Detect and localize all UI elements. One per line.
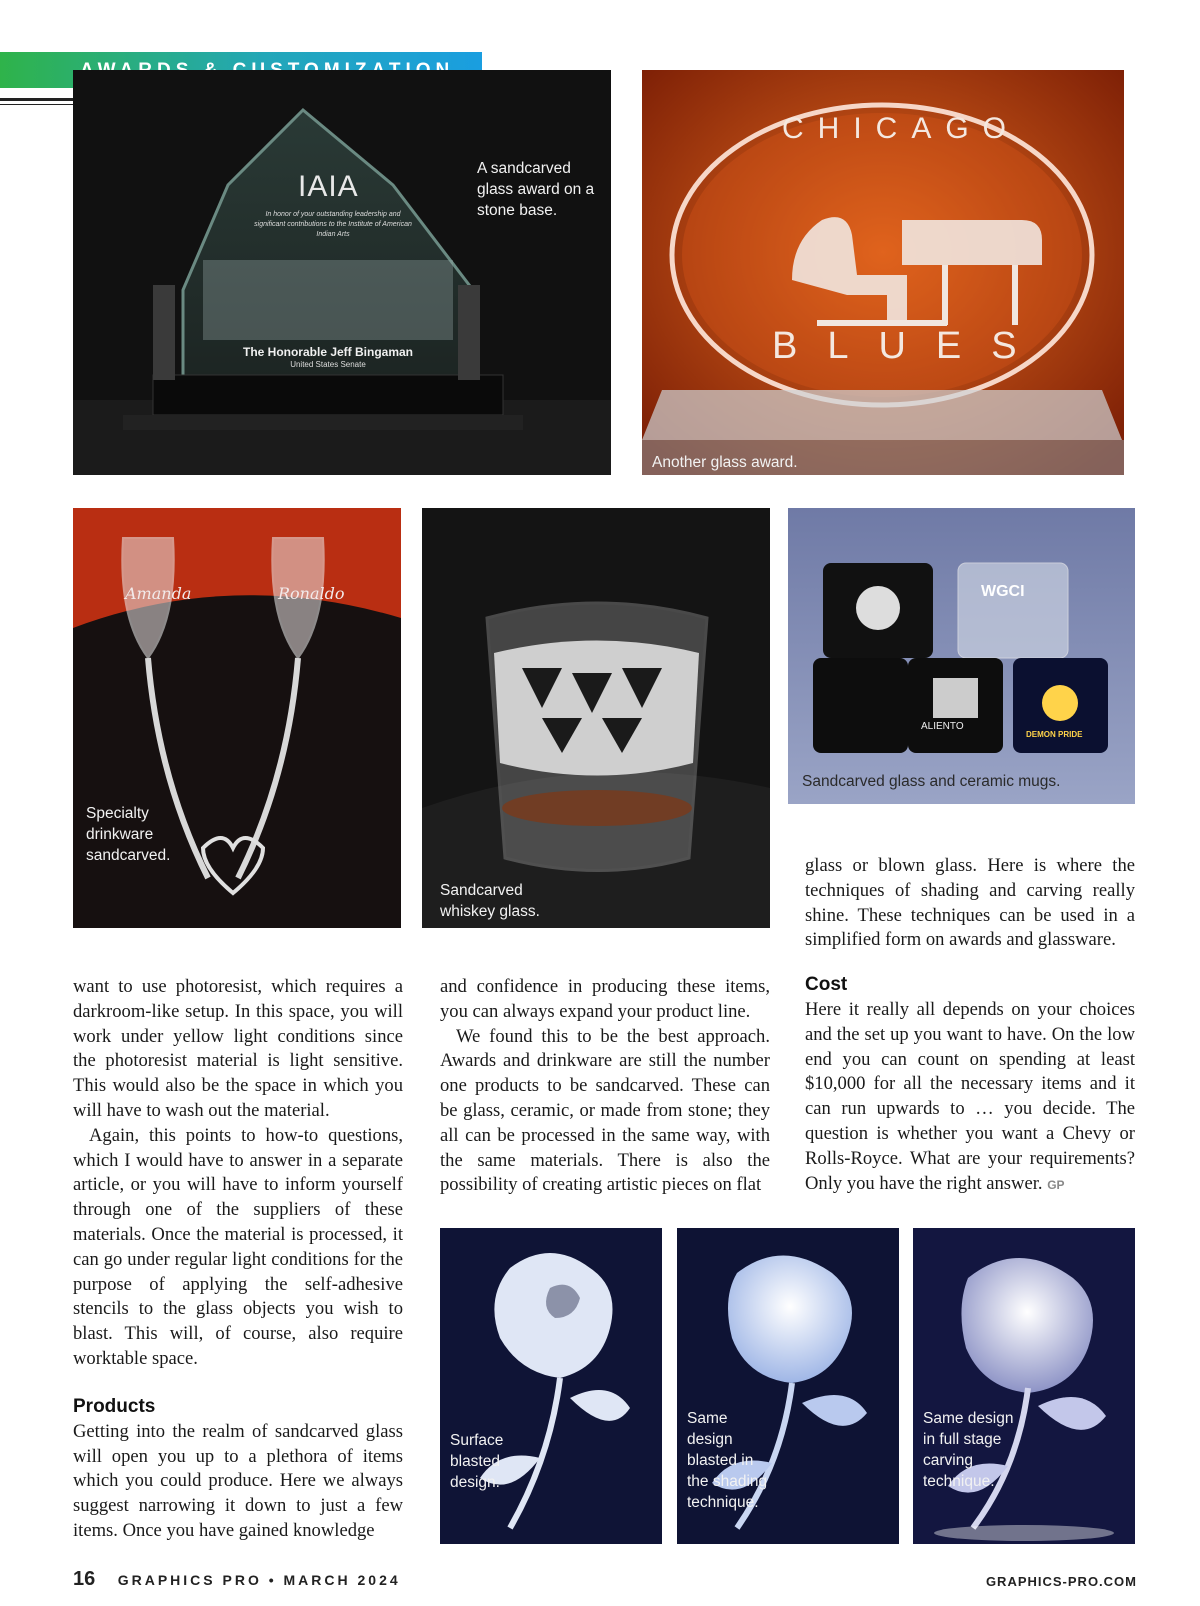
- footer-publication: GRAPHICS PRO • MARCH 2024: [117, 1572, 401, 1588]
- col1-paragraph-3: Getting into the realm of sandcarved glass will open you up to a plethora of items which you could produce. Here we always suggest narrowing it down to just a few items. Once you have gained knowledge: [73, 1420, 403, 1541]
- drink-name-left: Amanda: [125, 584, 192, 603]
- drink-name-right: Ronaldo: [278, 584, 345, 603]
- mug-text-demon-pride: DEMON PRIDE: [1026, 730, 1083, 739]
- photo-award-stone-base: [73, 70, 611, 475]
- award-top-word: CHICAGO: [782, 112, 1021, 145]
- end-mark: GP: [1047, 1177, 1065, 1192]
- photo-whiskey-glass: [422, 508, 770, 928]
- photo-rose-shading: [677, 1228, 899, 1544]
- caption-mugs: Sandcarved glass and ceramic mugs.: [802, 773, 1061, 790]
- photo-specialty-drinkware: [73, 508, 401, 928]
- col2-paragraph-1: and confidence in producing these items, you can always expand your product line.: [440, 976, 770, 1022]
- footer-website: GRAPHICS-PRO.COM: [985, 1574, 1137, 1589]
- caption-whiskey-glass: Sandcarved whiskey glass.: [440, 882, 540, 920]
- col3-paragraph-2-text: Here it really all depends on your choices and the set up you want to have. On the low end you can count on spending at least $10,000 for all the necessary items and it can run upwards to … you decide. The question is whether you want a Chevy or Rolls-Royce. What are your requirements? Only you have the right answer.: [805, 999, 1135, 1194]
- caption-rose-shading: Same design blasted in the shading technique.: [687, 1410, 768, 1511]
- caption-award-stone: A sandcarved glass award on a stone base.: [477, 160, 595, 219]
- caption-glass-award: Another glass award.: [652, 454, 798, 471]
- article-column-3: [805, 972, 1135, 1197]
- page-number: 16: [73, 1568, 96, 1590]
- award-name: The Honorable Jeff Bingaman: [242, 345, 414, 359]
- photo-chicago-blues-award: [642, 70, 1124, 475]
- col3-paragraph-1: glass or blown glass. Here is where the techniques of shading and carving really shine. These techniques can be used in a simplified form on awards and glassware.: [805, 855, 1135, 951]
- caption-rose-surface: Surface blasted design.: [450, 1432, 504, 1491]
- article-column-1: [73, 975, 403, 1544]
- cost-heading: Cost: [805, 974, 848, 995]
- col1-paragraph-2: Again, this points to how-to questions, which I would have to answer in a separate article, or you will have to inform yourself through one of the suppliers of these materials. Once the material is processed, it can go under regular light conditions for the purpose of applying the self-adhesive stencils to the glass objects you wish to blast. This will, of course, also require worktable space.: [73, 1124, 403, 1369]
- products-heading: Products: [73, 1395, 156, 1417]
- award-logo: IAIA: [298, 170, 359, 203]
- col2-paragraph-2: We found this to be the best approach. Awards and drinkware are still the number one products to be sandcarved. These can be glass, ceramic, or made from stone; they all can be processed in the same way, with the same materials. There is also the possibility of creating artistic pieces on flat: [440, 1025, 770, 1196]
- award-title: United States Senate: [290, 360, 366, 369]
- award-honor-text: In honor of your outstanding leadership and significant contributions to the Institute of American Indian Arts: [254, 211, 412, 238]
- col3-paragraph-2: [805, 998, 1135, 1197]
- footer-left: [73, 1568, 401, 1591]
- photo-rose-surface-blasted: [440, 1228, 662, 1544]
- award-bottom-word: BLUES: [772, 325, 1047, 367]
- mug-text-aliento: ALIENTO: [921, 721, 964, 732]
- article-column-3-top: [805, 854, 1135, 953]
- mug-text-wgci: WGCI: [981, 583, 1025, 600]
- caption-rose-stage: Same design in full stage carving technique.: [923, 1410, 1014, 1490]
- col1-paragraph-1: want to use photoresist, which requires a darkroom-like setup. In this space, you will work under yellow light conditions since the photoresist material is light sensitive. This would also be the space in which you will have to wash out the material.: [73, 976, 403, 1121]
- caption-drinkware: Specialty drinkware sandcarved.: [86, 805, 171, 864]
- photo-rose-stage-carving: [913, 1228, 1135, 1544]
- photo-mugs: [788, 508, 1135, 804]
- article-column-2: [440, 975, 770, 1198]
